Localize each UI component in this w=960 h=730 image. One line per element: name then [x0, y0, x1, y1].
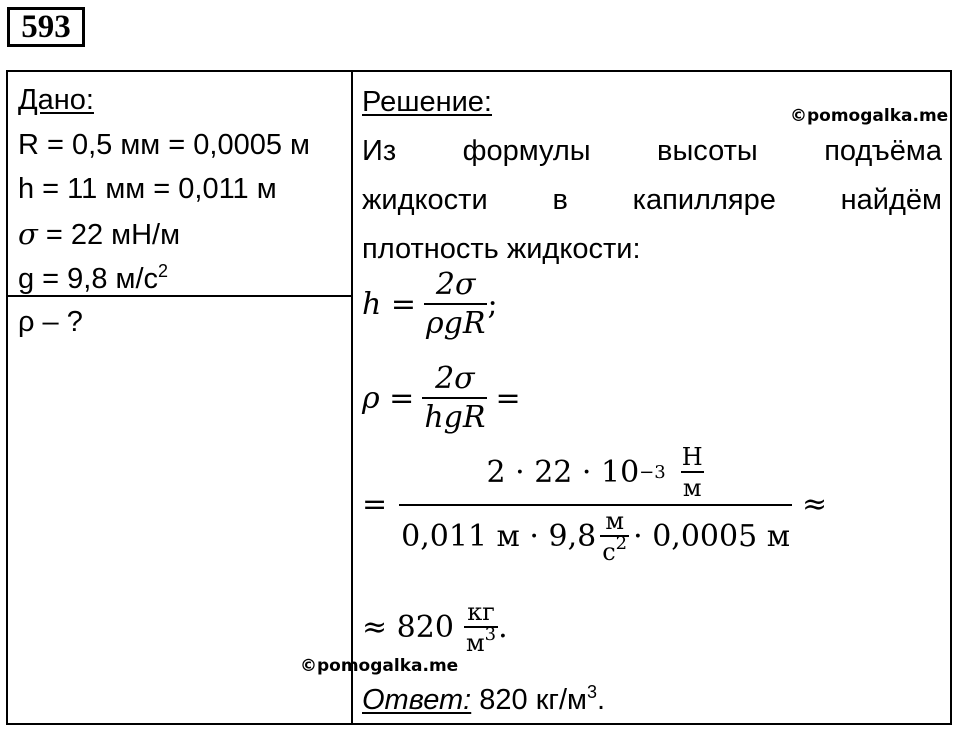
solution-text-line1: Из формулы высоты подъёма — [362, 135, 942, 167]
sigma-symbol: σ — [18, 216, 38, 251]
solution-text-line2: жидкости в капилляре найдём — [362, 184, 942, 216]
answer-line: Ответ: 820 $кг/м^3$. — [362, 682, 606, 716]
given-heading: Дано: — [18, 84, 94, 116]
given-line-height: h = 11 мм = 0,011 м — [18, 173, 277, 205]
find-section: ρ – ? — [18, 306, 83, 338]
formula-substitution-fraction: 2 · 22 · 10 −3 $\frac{Н}{м}$ 0,011 м · 9,8 $\frac{м}{с^2}$ · 0,0005 м — [401, 443, 791, 567]
watermark-bottom: ©pomogalka.me — [300, 656, 459, 676]
formula-density: ρ = $\frac{2\sigma}{\text{hgR}}$ = — [362, 361, 521, 435]
column-divider — [351, 72, 353, 723]
watermark-top: ©pomogalka.me — [790, 106, 949, 126]
formula-height: h = $\frac{2\sigma}{\text{ρgR}}$ ; — [362, 267, 498, 341]
solution-table — [6, 70, 952, 725]
answer-label: Ответ: — [362, 684, 472, 716]
solution-text-line3: плотность жидкости: — [362, 233, 641, 265]
given-line-sigma: σ = 22 мН/м — [18, 216, 181, 251]
problem-number: 593 — [7, 7, 85, 47]
given-line-radius: R = 0,5 мм = 0,0005 м — [18, 128, 310, 161]
answer-value: 820 кг/м — [479, 684, 587, 716]
formula-substitution: = 2 · 22 · 10 −3 $\frac{Н}{м}$ 0,011 м · 9,8 $\frac{м}{с^2}$ · 0,0005 м ≈ — [362, 443, 828, 567]
given-line-g: g = 9,8 $м/с^2$ — [18, 261, 169, 295]
formula-result: ≈ 820 $\frac{кг}{м^3}$ . — [362, 598, 508, 658]
formula-density-fraction: $\frac{2\sigma}{\text{hgR}}$ — [424, 361, 486, 435]
given-section — [18, 78, 348, 302]
solution-heading: Решение: — [362, 86, 492, 118]
formula-height-fraction: $\frac{2\sigma}{\text{ρgR}}$ — [426, 267, 486, 341]
